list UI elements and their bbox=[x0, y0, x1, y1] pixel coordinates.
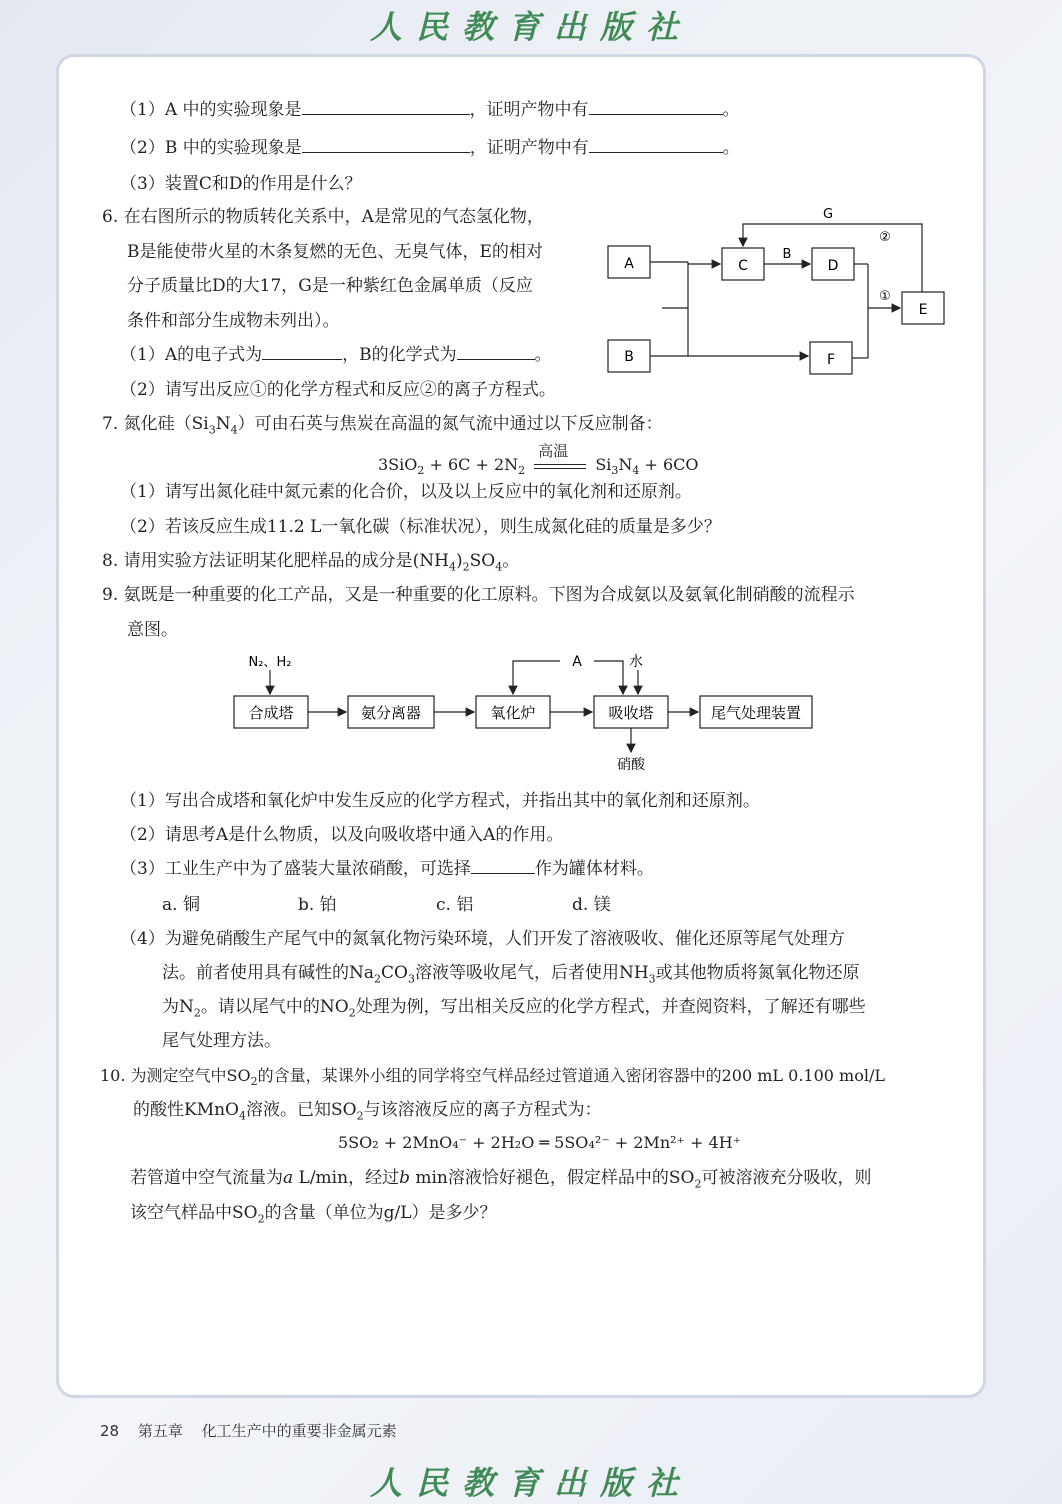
flow-label-4: 吸收塔 bbox=[608, 704, 654, 722]
q9-sub4-line2: 法。前者使用具有碱性的$Na_2CO_3$溶液等吸收尾气，后者使用$NH_3$或其他物质将氮氧化物还原 bbox=[162, 963, 860, 986]
q9-option-c: c. 铝 bbox=[436, 895, 474, 915]
q8-line: 8. 请用实验方法证明某化肥样品的成分是$(NH_4)_2SO_4$。 bbox=[102, 551, 520, 574]
q9-sub4-line3: 为$N_2$。请以尾气中的$NO_2$处理为例，写出相关反应的化学方程式，并查阅资料，了解还有哪些 bbox=[162, 997, 866, 1020]
publisher-logo-top: 人民教育出版社 bbox=[369, 8, 692, 46]
q9-line1: 9. 氨既是一种重要的化工产品，又是一种重要的化工原料。下图为合成氨以及氨氧化制硝酸的流程示 bbox=[102, 585, 855, 605]
q9-sub2: （2）请思考A是什么物质，以及向吸收塔中通入A的作用。 bbox=[120, 825, 564, 845]
q10-line3: 若管道中空气流量为a L/min，经过b min溶液恰好褪色，假定样品中的$SO_2$可被溶液充分吸收，则 bbox=[130, 1168, 872, 1191]
label-b: B bbox=[624, 349, 634, 365]
q9-sub4-line1: （4）为避免硝酸生产尾气中的氮氧化物污染环境，人们开发了溶液吸收、催化还原等尾气处理方 bbox=[120, 929, 845, 949]
page-number: 28 bbox=[100, 1422, 120, 1440]
q9-option-a: a. 铜 bbox=[162, 895, 200, 915]
label-d: D bbox=[827, 258, 839, 274]
q9-sub3: （3）工业生产中为了盛装大量浓硝酸，可选择 作为罐体材料。 bbox=[120, 859, 654, 879]
label-c: C bbox=[738, 258, 748, 274]
q6-line3: 分子质量比D的大17，G是一种紫红色金属单质（反应 bbox=[127, 276, 533, 296]
q6-sub2: （2）请写出反应①的化学方程式和反应②的离子方程式。 bbox=[120, 380, 556, 400]
flow-label-1: 合成塔 bbox=[248, 704, 294, 722]
q9-sub4-line4: 尾气处理方法。 bbox=[162, 1031, 281, 1051]
q9-option-b: b. 铂 bbox=[298, 895, 337, 915]
q6-transformation-diagram bbox=[600, 200, 960, 390]
label-e: E bbox=[918, 302, 928, 318]
q9-sub1: （1）写出合成塔和氧化炉中发生反应的化学方程式，并指出其中的氧化剂和还原剂。 bbox=[120, 791, 760, 811]
q6-sub1: （1）A的电子式为 ，B的化学式为 。 bbox=[120, 345, 552, 365]
chapter-title: 化工生产中的重要非金属元素 bbox=[201, 1422, 397, 1440]
flow-label-a: A bbox=[572, 654, 582, 670]
label-g: G bbox=[822, 207, 834, 222]
arrow-label-b: B bbox=[782, 247, 792, 262]
publisher-logo-bottom: 人民教育出版社 bbox=[369, 1464, 692, 1502]
flow-label-2: 氨分离器 bbox=[360, 704, 422, 722]
label-a: A bbox=[624, 256, 634, 272]
q6-line4: 条件和部分生成物未列出）。 bbox=[127, 311, 340, 331]
reaction-2: ② bbox=[879, 230, 891, 245]
equilibrium-sign: 高温 bbox=[534, 462, 586, 469]
q10-line2: 的酸性KMnO$_4$溶液。已知$SO_2$与该溶液反应的离子方程式为： bbox=[133, 1100, 602, 1123]
flow-label-5: 尾气处理装置 bbox=[710, 704, 802, 722]
flow-input-n2h2: N₂、H₂ bbox=[248, 655, 292, 670]
q7-line1: 7. 氮化硅$(Si_3N_4)$可由石英与焦炭在高温的氮气流中通过以下反应制备： bbox=[102, 414, 663, 437]
label-f: F bbox=[826, 352, 836, 368]
page-footer bbox=[100, 1420, 411, 1441]
prev-sub2: （2）B 中的实验现象是 ，证明产物中有 。 bbox=[120, 138, 740, 158]
q7-equation: $3SiO_2 + 6C + 2N_2$ 高温 $Si_3N_4 + 6CO$ bbox=[378, 442, 699, 478]
q7-sub1: （1）请写出氮化硅中氮元素的化合价，以及以上反应中的氧化剂和还原剂。 bbox=[120, 482, 692, 502]
q10-equation: 5SO₂ + 2MnO₄⁻ + 2H₂O ═ 5SO₄²⁻ + 2Mn²⁺ + 4H⁺ bbox=[338, 1133, 742, 1152]
prev-sub1: （1）A 中的实验现象是 ，证明产物中有 。 bbox=[120, 100, 740, 120]
flow-label-water: 水 bbox=[629, 654, 643, 670]
reaction-1: ① bbox=[879, 289, 891, 304]
q10-line4: 该空气样品中$SO_2$的含量（单位为g/L）是多少？ bbox=[130, 1203, 497, 1226]
q9-line2: 意图。 bbox=[127, 620, 178, 640]
q6-line1: 6. 在右图所示的物质转化关系中，A是常见的气态氢化物， bbox=[102, 207, 544, 227]
prev-sub3: （3）装置C和D的作用是什么？ bbox=[120, 174, 362, 194]
chapter-label: 第五章 bbox=[137, 1422, 183, 1440]
q7-sub2: （2）若该反应生成11.2 L一氧化碳（标准状况），则生成氮化硅的质量是多少？ bbox=[120, 517, 721, 537]
q10-line1: 10. 为测定空气中$SO_2$的含量，某课外小组的同学将空气样品经过管道通入密闭容器中的200 mL 0.100 mol/L bbox=[100, 1066, 885, 1089]
flow-label-acid: 硝酸 bbox=[617, 757, 645, 773]
flow-label-3: 氧化炉 bbox=[490, 704, 536, 722]
q9-flow-diagram bbox=[228, 648, 828, 778]
q9-option-d: d. 镁 bbox=[572, 895, 611, 915]
q6-line2: B是能使带火星的木条复燃的无色、无臭气体，E的相对 bbox=[127, 242, 543, 262]
